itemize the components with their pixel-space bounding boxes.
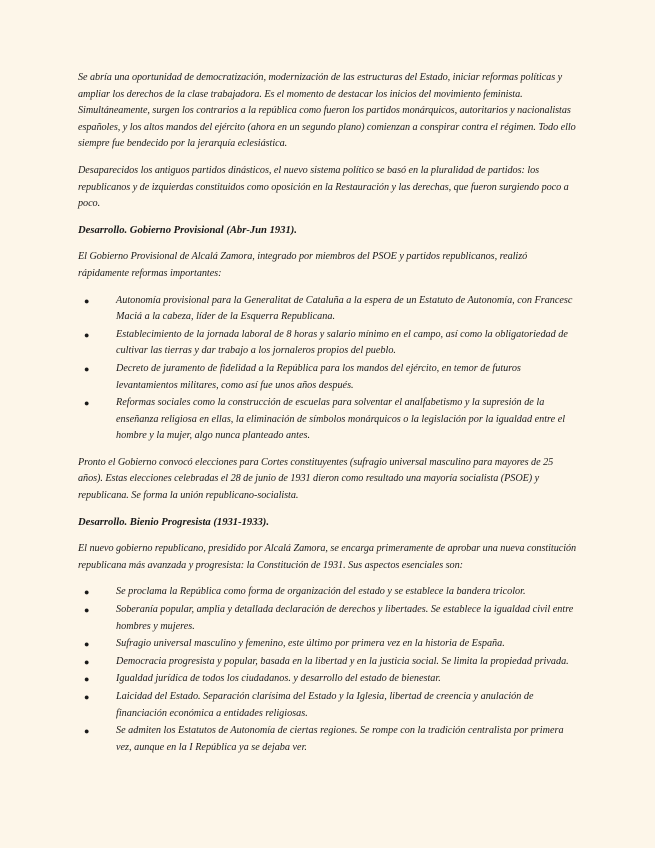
list-item: ● Democracia progresista y popular, basada en la libertad y en la justicia social. Se limita la propiedad privada. xyxy=(78,654,578,671)
section-heading-gobierno-provisional: Desarrollo. Gobierno Provisional (Abr-Jun 1931). xyxy=(78,224,297,236)
list-item: ● Reformas sociales como la construcción de escuelas para solventar el analfabetismo y la supresión de la enseñanza religiosa en ellas, la eliminación de símbolos monárquicos o la legislación por la igualdad entre el hombre y la mujer, algo nunca planteado antes. xyxy=(84,397,566,442)
paragraph-intro-1: Se abría una oportunidad de democratización, modernización de las estructuras del Estado, iniciar reformas políticas y ampliar los derechos de la clase trabajadora. Es el momento de destacar los inicios del movimiento feminista. Simultáneamente, surgen los contrarios a la república como fueron los partidos monárquicos, autoritarios y nacionalistas españoles, y los altos mandos del ejército (ahora en un segundo plano) comienzan a conspirar contra el régimen. Todo ello siempre fue bendecido por la jerarquía eclesiástica. xyxy=(78,72,576,150)
list-item: ● Igualdad jurídica de todos los ciudadanos. y desarrollo del estado de bienestar. xyxy=(78,671,578,688)
list-item: ● Establecimiento de la jornada laboral de 8 horas y salario mínimo en el campo, así como la obligatoriedad de cultivar las tierras y dar trabajo a los jornaleros propios del pueblo. xyxy=(84,328,568,357)
section-heading-bienio-progresista: Desarrollo. Bienio Progresista (1931-1933). xyxy=(78,516,269,528)
paragraph-section-1-closing: Pronto el Gobierno convocó elecciones para Cortes constituyentes (sufragio universal masculino para mayores de 25 años). Estas elecciones celebradas el 28 de junio de 1931 dieron como resultado una mayoría socialista (PSOE) y republicana. Se forma la unión republicano-socialista. xyxy=(78,456,554,502)
paragraph-intro-2: Desaparecidos los antiguos partidos dinásticos, el nuevo sistema político se basó en la pluralidad de partidos: los republicanos y de izquierdas constituidos como oposición en la Restauración y las derechas, que fueron surgiendo poco a poco. xyxy=(78,164,569,210)
list-item: ● Soberanía popular, amplia y detallada declaración de derechos y libertades. Se establece la igualdad civil entre hombres y mujeres. xyxy=(84,604,574,632)
bullet-icon: ● xyxy=(84,363,90,374)
bullet-list-constitucion xyxy=(78,584,578,756)
bullet-icon: ● xyxy=(84,329,90,340)
paragraph-section-1-lead: El Gobierno Provisional de Alcalá Zamora, integrado por miembros del PSOE y partidos republicanos, realizó rápidamente reformas importantes: xyxy=(78,251,528,279)
bullet-icon: ● xyxy=(84,605,90,616)
bullet-icon: ● xyxy=(84,639,90,650)
document-page xyxy=(78,70,578,766)
list-item: ● Decreto de juramento de fidelidad a la República para los mandos del ejército, en temor de futuros levantamientos militares, como así fue unos años después. xyxy=(84,362,521,391)
list-item: ● Se proclama la República como forma de organización del estado y se establece la bandera tricolor. xyxy=(78,584,578,601)
list-item: ● Autonomía provisional para la Generalitat de Cataluña a la espera de un Estatuto de Autonomía, con Francesc Maciá a la cabeza, líder de la Esquerra Republicana. xyxy=(84,294,573,323)
bullet-icon: ● xyxy=(84,295,90,306)
bullet-icon: ● xyxy=(84,398,90,409)
bullet-icon: ● xyxy=(84,587,90,598)
paragraph-section-2-lead: El nuevo gobierno republicano, presidido por Alcalá Zamora, se encarga primeramente de aprobar una nueva constitución republicana más avanzada y progresista: la Constitución de 1931. Sus aspectos esenciales son: xyxy=(78,543,577,571)
list-item: ● Se admiten los Estatutos de Autonomía de ciertas regiones. Se rompe con la tradición centralista por primera vez, aunque en la I República ya se dejaba ver. xyxy=(84,725,564,753)
bullet-icon: ● xyxy=(84,692,90,702)
bullet-icon: ● xyxy=(84,674,90,685)
list-item: ● Laicidad del Estado. Separación clarísima del Estado y la Iglesia, libertad de creencia y anulación de financiación económica a entidades religiosas. xyxy=(84,691,534,719)
bullet-icon: ● xyxy=(84,726,90,737)
bullet-list-reformas xyxy=(78,293,578,445)
list-item: ● Sufragio universal masculino y femenino, este último por primera vez en la historia de España. xyxy=(78,636,578,653)
bullet-icon: ● xyxy=(84,656,90,667)
